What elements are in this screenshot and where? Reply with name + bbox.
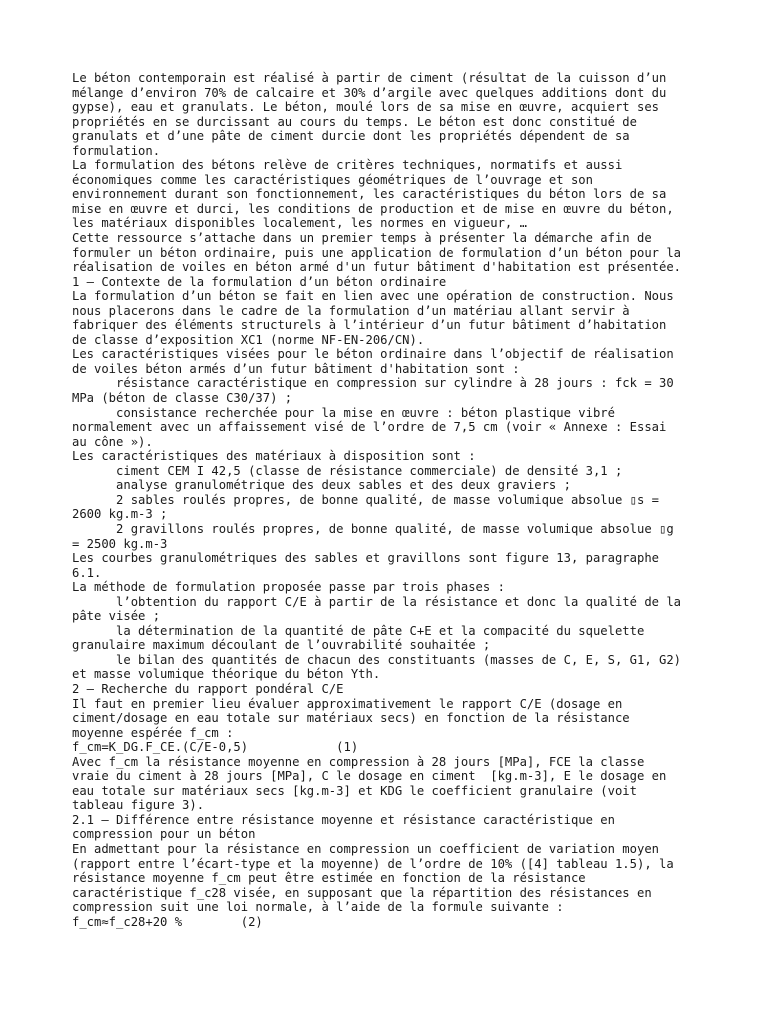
text-line: La formulation d’un béton se fait en lien avec une opération de construction. Nous [72, 289, 674, 304]
text-line: vraie du ciment à 28 jours [MPa], C le dosage en ciment [kg.m-3], E le dosage en [72, 769, 667, 784]
text-line: Avec f_cm la résistance moyenne en compression à 28 jours [MPa], FCE la classe [72, 754, 645, 769]
text-line: au cône »). [72, 434, 153, 449]
text-line: MPa (béton de classe C30/37) ; [72, 391, 293, 406]
text-line: granulaire maximum découlant de l’ouvrabilité souhaitée ; [72, 638, 491, 653]
text-line: 2 – Recherche du rapport pondéral C/E [72, 681, 344, 696]
text-line: économiques comme les caractéristiques géométriques de l’ouvrage et son [72, 172, 593, 187]
text-line: tableau figure 3). [72, 798, 205, 813]
text-line: résistance caractéristique en compression sur cylindre à 28 jours : fck = 30 [72, 376, 674, 391]
text-line: caractéristique f_c28 visée, en supposant que la répartition des résistances en [72, 885, 652, 900]
text-line: propriétés en se durcissant au cours du temps. Le béton est donc constitué de [72, 114, 637, 129]
text-line: la détermination de la quantité de pâte C+E et la compacité du squelette [72, 623, 645, 638]
text-line: réalisation de voiles en béton armé d'un futur bâtiment d'habitation est présentée. [72, 260, 682, 275]
text-line: consistance recherchée pour la mise en œuvre : béton plastique vibré [72, 405, 615, 420]
text-line: En admettant pour la résistance en compression un coefficient de variation moyen [72, 841, 659, 856]
text-line: Les caractéristiques visées pour le béton ordinaire dans l’objectif de réalisation [72, 347, 674, 362]
text-line: 2 sables roulés propres, de bonne qualité, de masse volumique absolue ▯s = [72, 492, 659, 507]
text-line: Le béton contemporain est réalisé à partir de ciment (résultat de la cuisson d’un [72, 71, 667, 85]
text-line: f_cm=K_DG.F_CE.(C/E-0,5) (1) [72, 740, 359, 755]
text-line: pâte visée ; [72, 609, 161, 624]
text-line: fabriquer des éléments structurels à l’intérieur d’un futur bâtiment d’habitation [72, 318, 667, 333]
text-line: f_cm≈f_c28+20 % (2) [72, 914, 263, 929]
text-line: La méthode de formulation proposée passe par trois phases : [72, 580, 505, 595]
text-line: = 2500 kg.m-3 [72, 536, 168, 551]
text-line: 2.1 – Différence entre résistance moyenne et résistance caractéristique en [72, 812, 615, 827]
text-line: formuler un béton ordinaire, puis une application de formulation d’un béton pour la [72, 245, 682, 260]
text-line: eau totale sur matériaux secs [kg.m-3] et KDG le coefficient granulaire (voit [72, 783, 637, 798]
text-line: compression suit une loi normale, à l’aide de la formule suivante : [72, 900, 564, 915]
text-line: le bilan des quantités de chacun des constituants (masses de C, E, S, G1, G2) [72, 652, 682, 667]
text-line: La formulation des bétons relève de critères techniques, normatifs et aussi [72, 158, 623, 173]
text-line: Les courbes granulométriques des sables et gravillons sont figure 13, paragraphe [72, 551, 659, 566]
document-body [72, 71, 702, 929]
text-line: (rapport entre l’écart-type et la moyenne) de l’ordre de 10% ([4] tableau 1.5), la [72, 856, 674, 871]
text-line: mise en œuvre et durci, les conditions de production et de mise en œuvre du béton, [72, 201, 674, 216]
text-line: Les caractéristiques des matériaux à disposition sont : [72, 449, 476, 464]
text-line: nous placerons dans le cadre de la formulation d’un matériau allant servir à [72, 303, 630, 318]
text-line: formulation. [72, 143, 161, 158]
text-line: ciment/dosage en eau totale sur matériaux secs) en fonction de la résistance [72, 711, 630, 726]
text-line: de voiles béton armés d’un futur bâtiment d'habitation sont : [72, 361, 520, 376]
text-line: l’obtention du rapport C/E à partir de la résistance et donc la qualité de la [72, 594, 682, 609]
text-line: les matériaux disponibles localement, les normes en vigueur, … [72, 216, 527, 231]
text-line: Cette ressource s’attache dans un premier temps à présenter la démarche afin de [72, 231, 652, 246]
text-line: environnement durant son fonctionnement, les caractéristiques du béton lors de sa [72, 187, 667, 202]
text-line: de classe d’exposition XC1 (norme NF-EN-206/CN). [72, 332, 425, 347]
text-line: 2 gravillons roulés propres, de bonne qualité, de masse volumique absolue ▯g [72, 521, 674, 536]
text-line: et masse volumique théorique du béton Yth. [72, 667, 381, 682]
text-line: 1 – Contexte de la formulation d’un béton ordinaire [72, 274, 447, 289]
text-line: granulats et d’une pâte de ciment durcie dont les propriétés dépendent de sa [72, 129, 630, 144]
text-line: compression pour un béton [72, 827, 256, 842]
text-line: mélange d’environ 70% de calcaire et 30% d’argile avec quelques additions dont du [72, 85, 667, 100]
text-line: analyse granulométrique des deux sables et des deux graviers ; [72, 478, 571, 493]
text-line: gypse), eau et granulats. Le béton, moulé lors de sa mise en œuvre, acquiert ses [72, 100, 659, 115]
text-line: résistance moyenne f_cm peut être estimée en fonction de la résistance [72, 871, 586, 886]
text-line: 6.1. [72, 565, 102, 580]
text-line: Il faut en premier lieu évaluer approximativement le rapport C/E (dosage en [72, 696, 623, 711]
text-line: ciment CEM I 42,5 (classe de résistance commerciale) de densité 3,1 ; [72, 463, 623, 478]
text-line: moyenne espérée f_cm : [72, 725, 234, 740]
text-line: normalement avec un affaissement visé de l’ordre de 7,5 cm (voir « Annexe : Essai [72, 420, 667, 435]
text-line: 2600 kg.m-3 ; [72, 507, 168, 522]
